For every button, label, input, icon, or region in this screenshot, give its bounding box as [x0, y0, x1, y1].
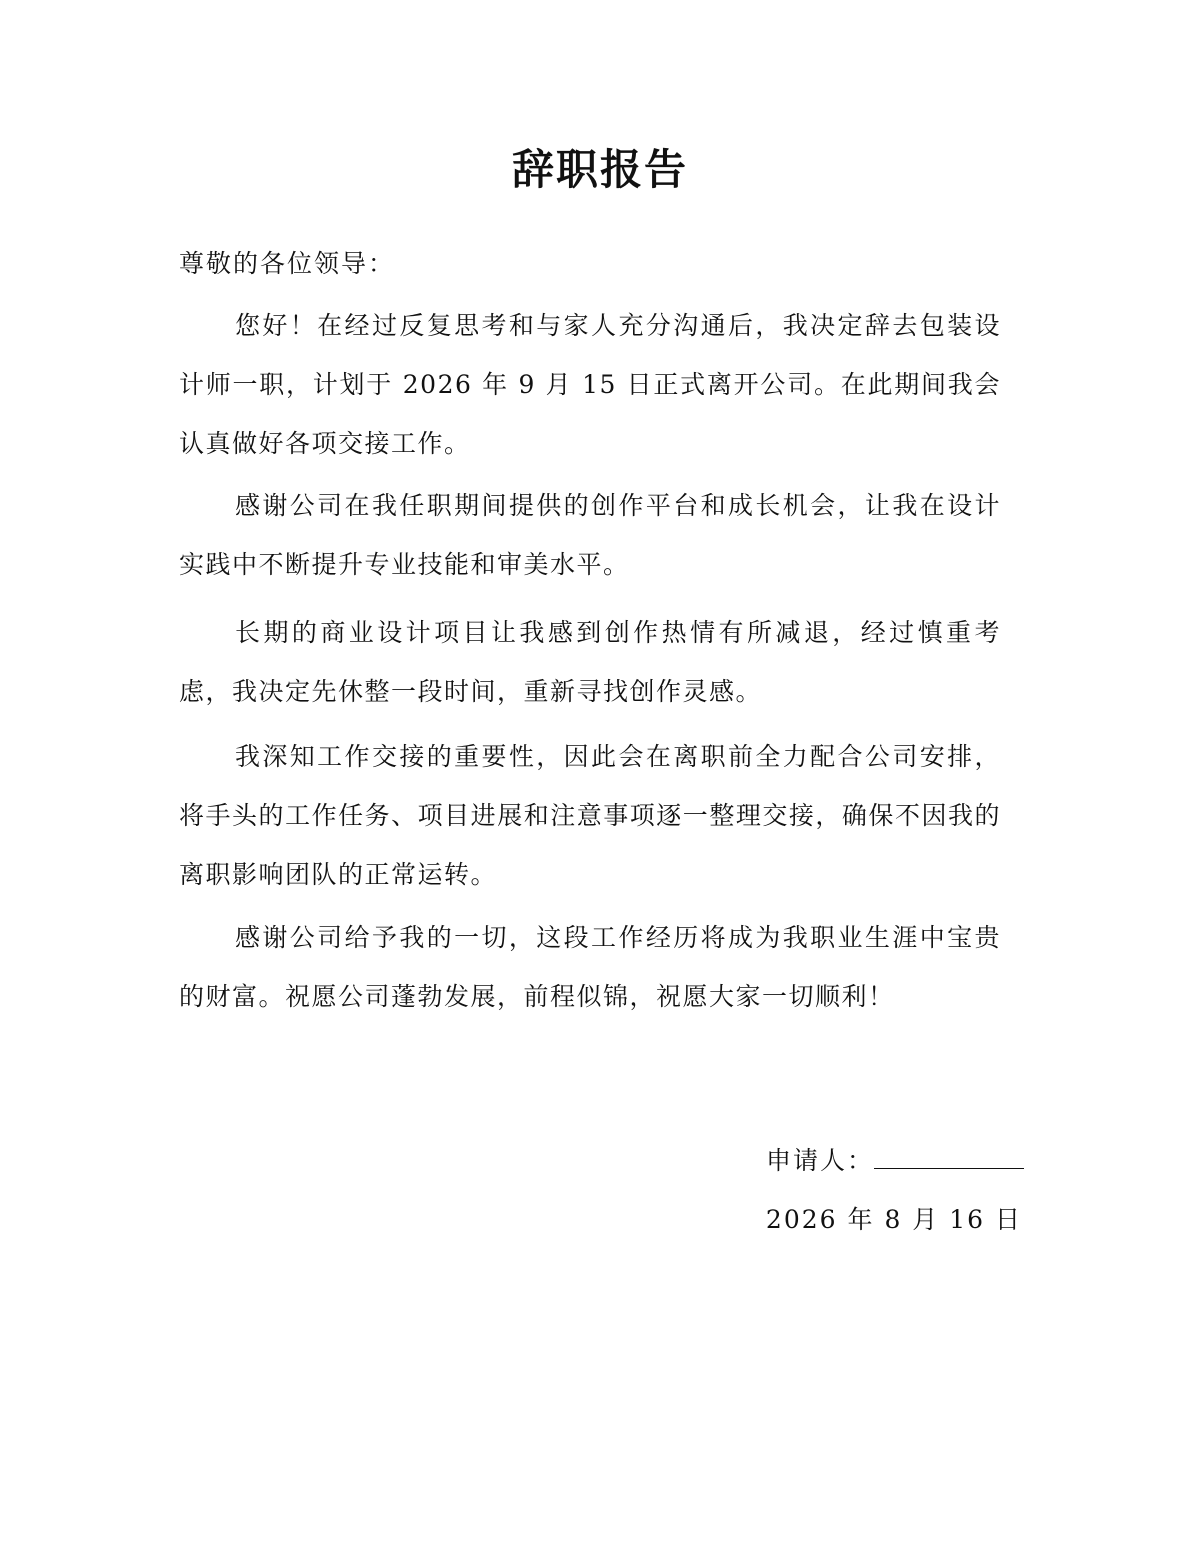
paragraph-gratitude: 感谢公司在我任职期间提供的创作平台和成长机会，让我在设计实践中不断提升专业技能和审美水平。	[179, 491, 1001, 579]
document-title: 辞职报告	[511, 145, 688, 194]
signature-block	[766, 1140, 1024, 1181]
paragraph-handover: 我深知工作交接的重要性，因此会在离职前全力配合公司安排，将手头的工作任务、项目进展和注意事项逐一整理交接，确保不因我的离职影响团队的正常运转。	[179, 742, 1001, 889]
salutation: 尊敬的各位领导：	[179, 249, 396, 278]
signature-line	[874, 1140, 1024, 1169]
signature-date: 2026 年 8 月 16 日	[765, 1205, 1022, 1234]
paragraph-closing: 感谢公司给予我的一切，这段工作经历将成为我职业生涯中宝贵的财富。祝愿公司蓬勃发展，前程似锦，祝愿大家一切顺利！	[179, 923, 1001, 1011]
paragraph-reason: 长期的商业设计项目让我感到创作热情有所减退，经过慎重考虑，我决定先休整一段时间，重新寻找创作灵感。	[179, 618, 1001, 706]
paragraph-intro: 您好！在经过反复思考和与家人充分沟通后，我决定辞去包装设计师一职，计划于 2026 年 9 月 15 日正式离开公司。在此期间我会认真做好各项交接工作。	[179, 311, 1001, 458]
signature-label: 申请人：	[765, 1146, 874, 1175]
